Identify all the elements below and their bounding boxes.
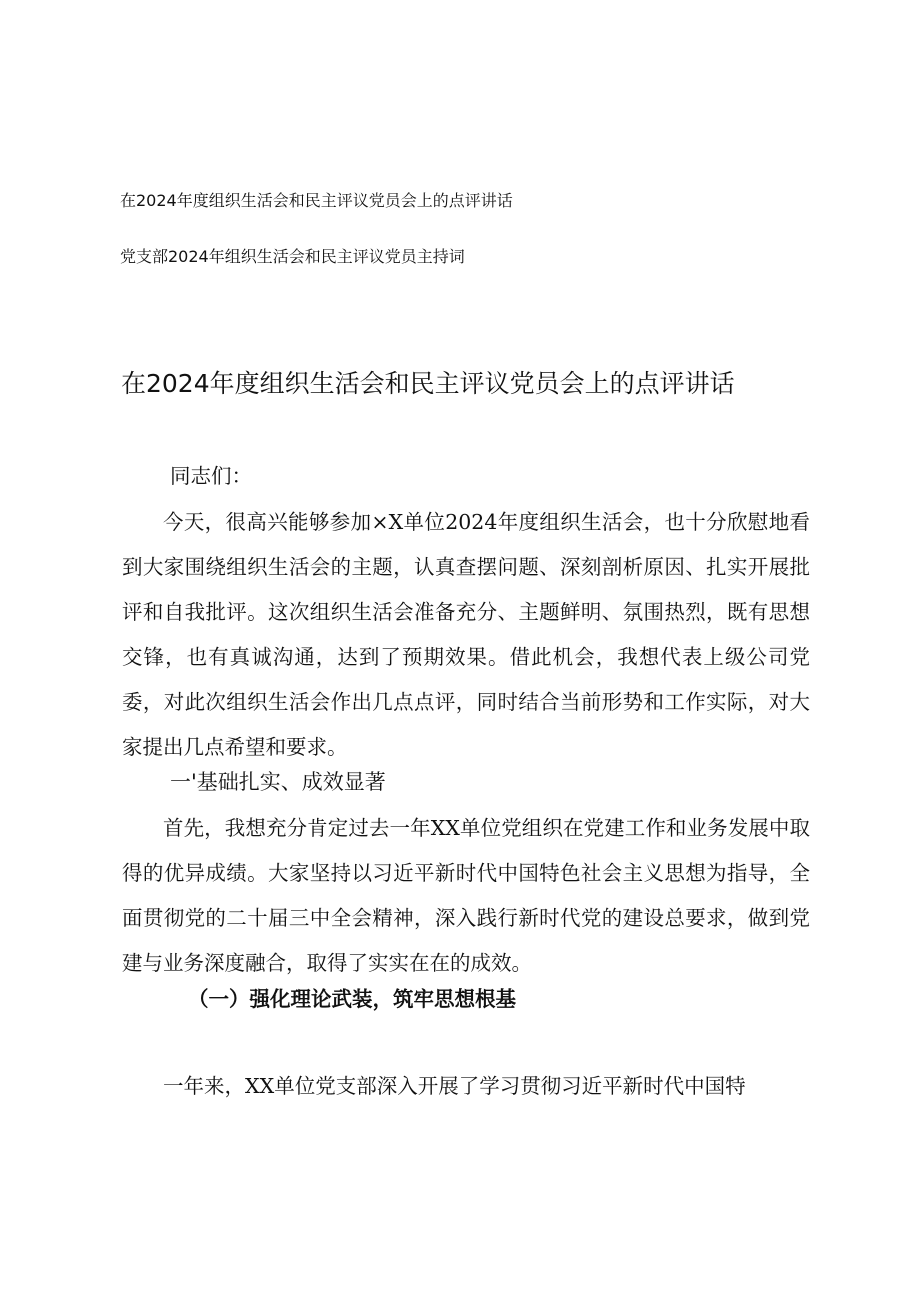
toc-item-2: 党支部2024年组织生活会和民主评议党员主持词 [120,247,465,266]
toc-item-1: 在2024年度组织生活会和民主评议党员会上的点评讲话 [120,191,513,210]
greeting: 同志们： [170,464,252,488]
paragraph-2: 首先，我想充分肯定过去一年XX单位党组织在党建工作和业务发展中取得的优异成绩。大家坚持以习近平新时代中国特色社会主义思想为指导，全面贯彻党的二十届三中全会精神，深入践行新时代党的建设总要求，做到党建与业务深度融合，取得了实实在在的成效。 [122,816,810,975]
document-title: 在2024年度组织生活会和民主评议党员会上的点评讲话 [121,369,735,398]
paragraph-1: 今天，很高兴能够参加×X单位2024年度组织生活会，也十分欣慰地看到大家围绕组织生活会的主题，认真查摆问题、深刻剖析原因、扎实开展批评和自我批评。这次组织生活会准备充分、主题鲜明、氛围热烈，既有思想交锋，也有真诚沟通，达到了预期效果。借此机会，我想代表上级公司党委，对此次组织生活会作出几点点评，同时结合当前形势和工作实际，对大家提出几点希望和要求。 [122,510,810,759]
paragraph-3: 一年来，XX单位党支部深入开展了学习贯彻习近平新时代中国特 [163,1074,746,1098]
subsection-heading-1: （一）强化理论武装，筑牢思想根基 [188,987,516,1011]
section-heading-1: 一'基础扎实、成效显著 [170,770,386,794]
